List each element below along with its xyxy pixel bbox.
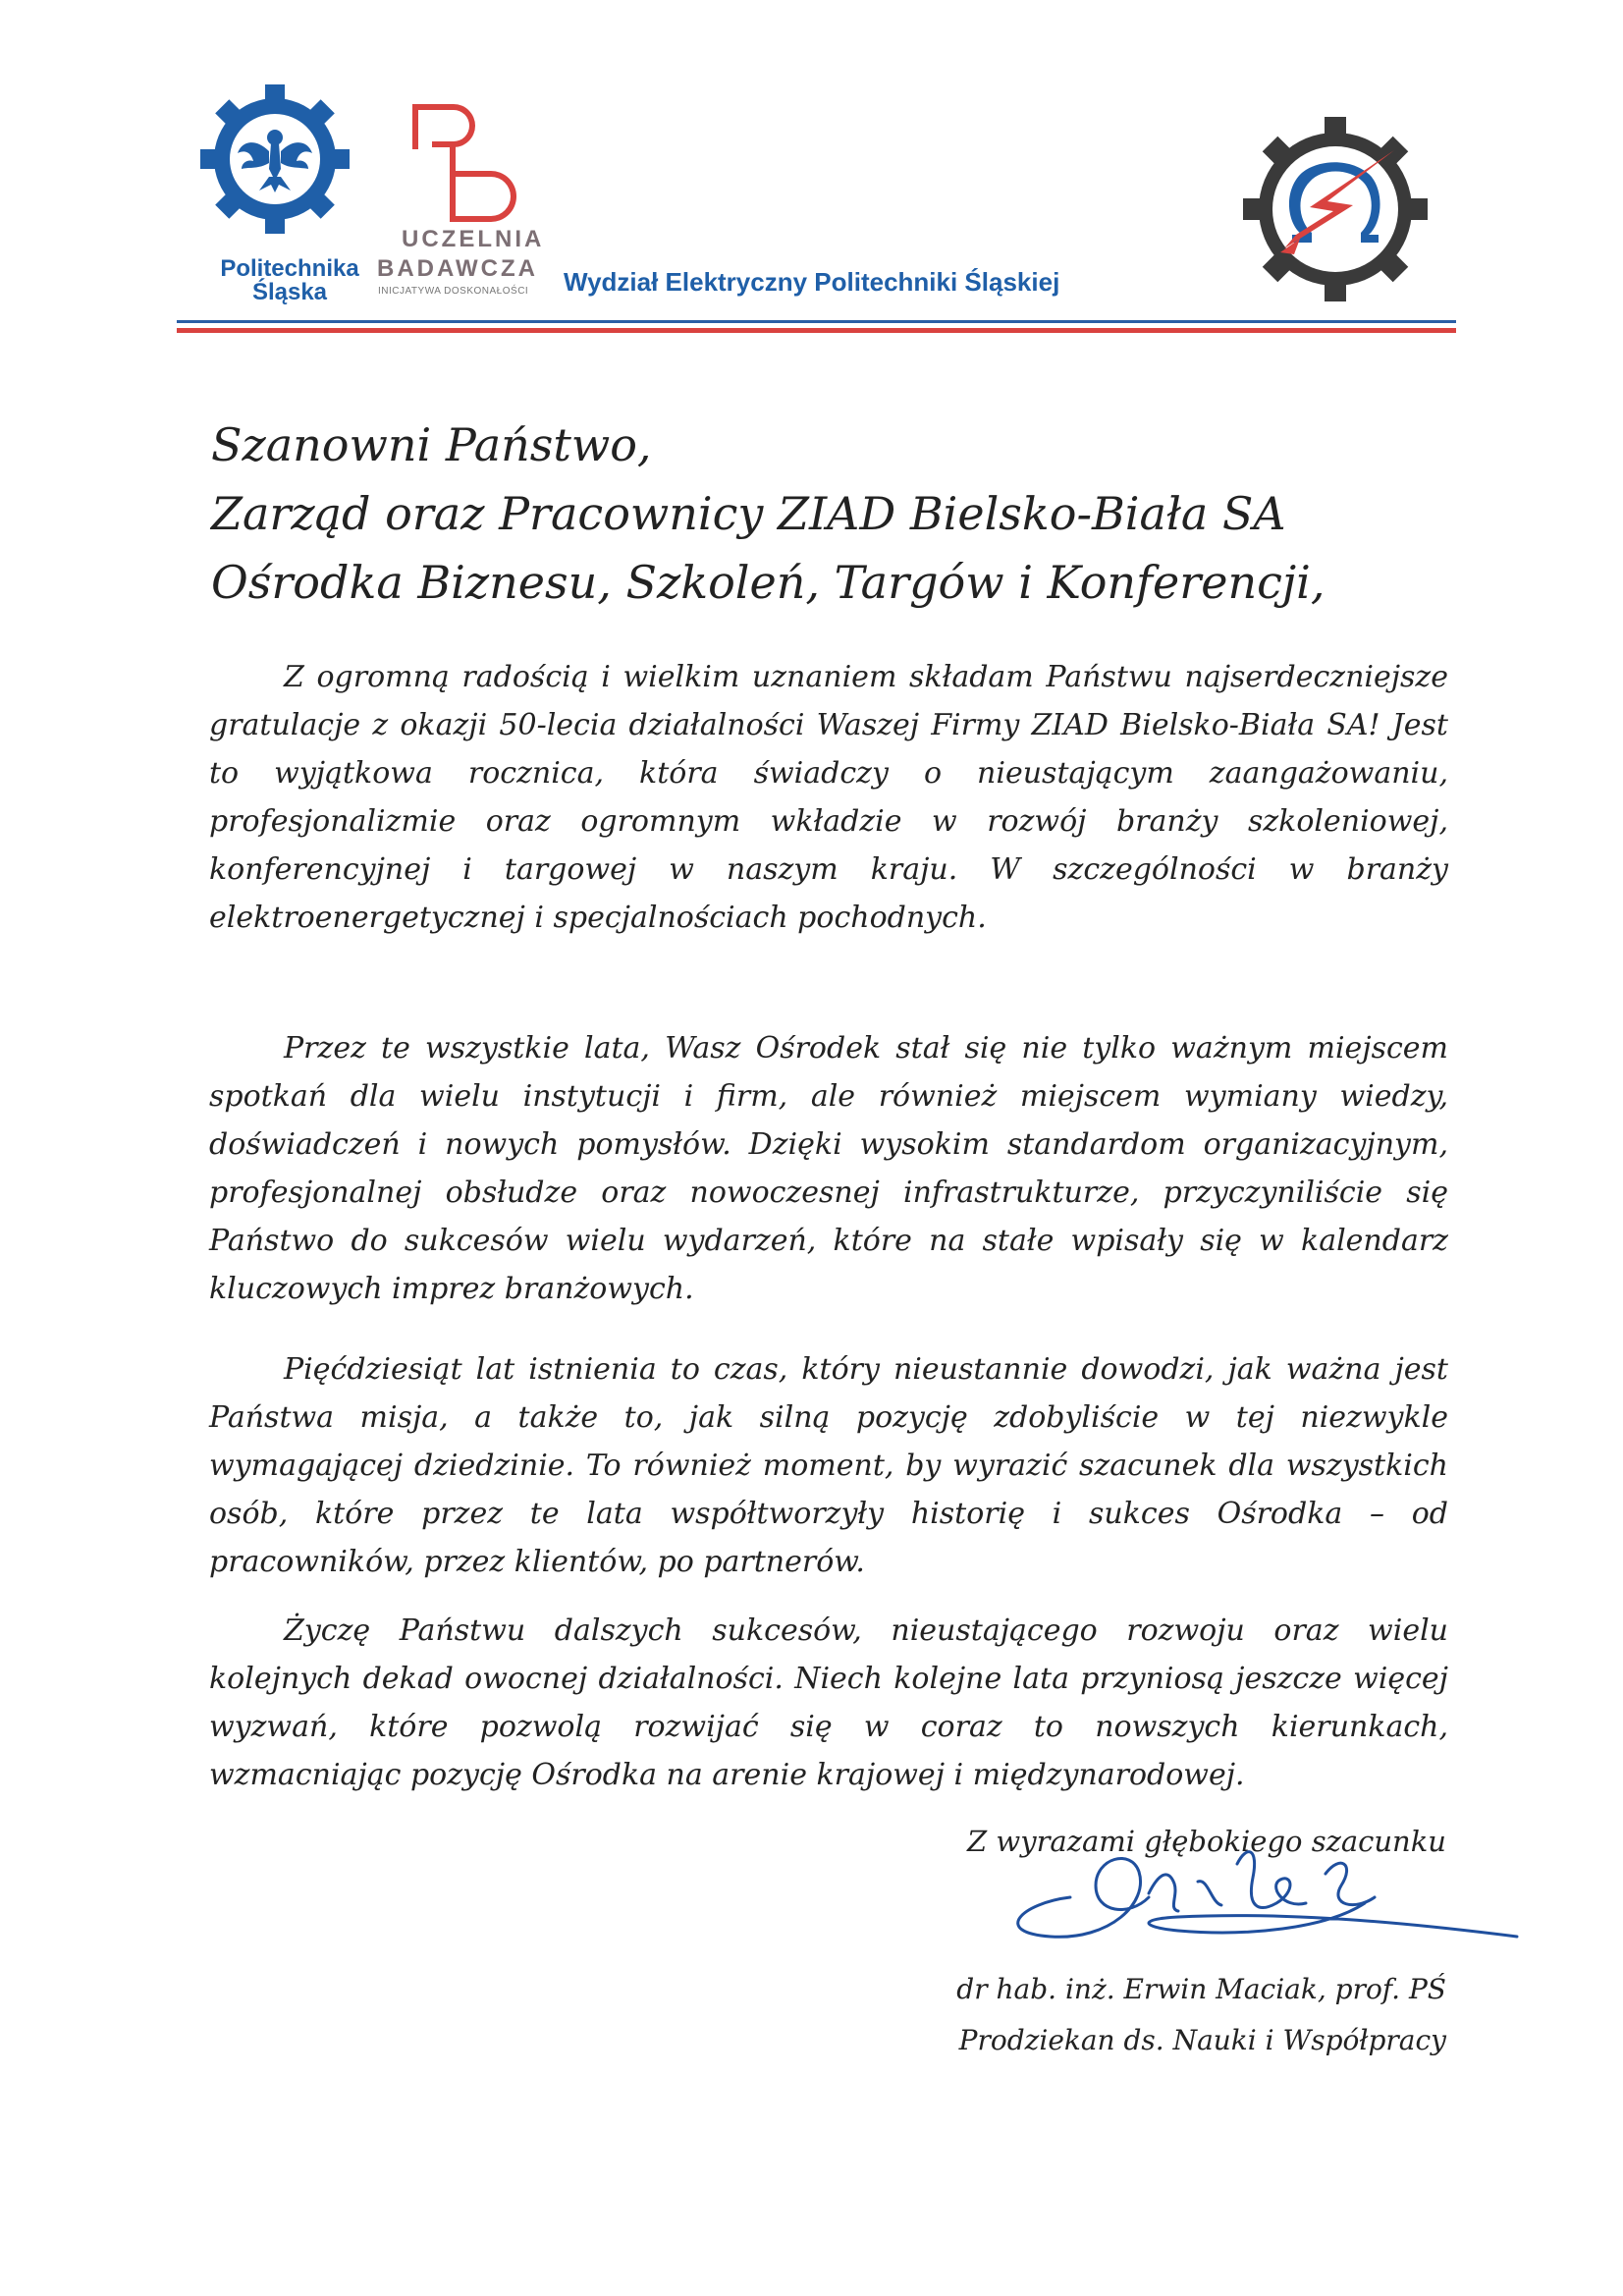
paragraph-text: Przez te wszystkie lata, Wasz Ośrodek stał się nie tylko ważnym miejscem spotkań dla wielu instytucji i firm, ale również miejscem wymiany wiedzy, doświadczeń i nowych pomysłów. Dzięki wysokim standardom organizacyjnym, profesjonalnej obsłudze oraz nowoczesnej infrastrukturze, przyczyniliście się Państwo do sukcesów wielu wydarzeń, które na stałe wpisały się w kalendarz kluczowych imprez branżowych. [209, 1031, 1448, 1306]
paragraph-text: Z ogromną radością i wielkim uznaniem składam Państwu najserdeczniejsze gratulacje z okazji 50-lecia działalności Waszej Firmy ZIAD Bielsko-Biała SA! Jest to wyjątkowa rocznica, która świadczy o nieustającym zaangażowaniu, profesjonalizmie oraz ogromnym wkładzie w rozwój branży szkoleniowej, konferencyjnej i targowej w naszym kraju. W szczególności w branży elektroenergetycznej i specjalnościach pochodnych. [209, 660, 1448, 935]
paragraph-text: Życzę Państwu dalszych sukcesów, nieustającego rozwoju oraz wielu kolejnych dekad owocnej działalności. Niech kolejne lata przyniosą jeszcze więcej wyzwań, które pozwolą rozwijać się w coraz to nowszych kierunkach, wzmacniając pozycję Ośrodka na arenie krajowej i międzynarodowej. [209, 1613, 1448, 1792]
salutation-line: Zarząd oraz Pracownicy ZIAD Bielsko-Biała SA [211, 487, 1286, 540]
badge-line2: BADAWCZA [377, 255, 538, 282]
closing-phrase: Z wyrazami głębokiego szacunku [967, 1825, 1446, 1858]
badge-line1: UCZELNIA [402, 226, 545, 252]
faculty-emblem [1242, 116, 1429, 302]
politechnika-slaska-logo [187, 83, 363, 236]
letter-paragraph-2 [209, 1024, 1448, 1313]
header-rule-blue [177, 320, 1456, 323]
signer-name: dr hab. inż. Erwin Maciak, prof. PŚ [956, 1973, 1446, 2005]
university-name-line2: Śląska [251, 279, 328, 305]
header-rule-red [177, 328, 1456, 333]
paragraph-text: Pięćdziesiąt lat istnienia to czas, który nieustannie dowodzi, jak ważna jest Państwa misja, a także to, jak silną pozycję zdobyliście w tej niezwykle wymagającej dziedzinie. To również moment, by wyrazić szacunek dla wszystkich osób, które przez te lata współtworzyły historię i sukces Ośrodka – od pracowników, przez klientów, po partnerów. [209, 1352, 1448, 1579]
handwritten-signature [1001, 1834, 1527, 1952]
university-name-line1: Politechnika [220, 255, 359, 282]
salutation-line: Ośrodka Biznesu, Szkoleń, Targów i Konferencji, [211, 556, 1325, 609]
university-name [191, 257, 388, 304]
signer-block [844, 1964, 1446, 2066]
uczelnia-badawcza-logo [403, 98, 530, 236]
badge-line3: INICJATYWA DOSKONAŁOŚCI [378, 286, 529, 297]
signer-title: Prodziekan ds. Nauki i Współpracy [958, 2024, 1446, 2056]
letter-paragraph-1 [209, 653, 1448, 942]
faculty-name: Wydział Elektryczny Politechniki Śląskiej [564, 267, 1060, 297]
letter-paragraph-3 [209, 1345, 1448, 1586]
letter-paragraph-4 [209, 1607, 1448, 1799]
salutation-line: Szanowni Państwo, [211, 418, 652, 471]
salutation [211, 410, 1448, 617]
